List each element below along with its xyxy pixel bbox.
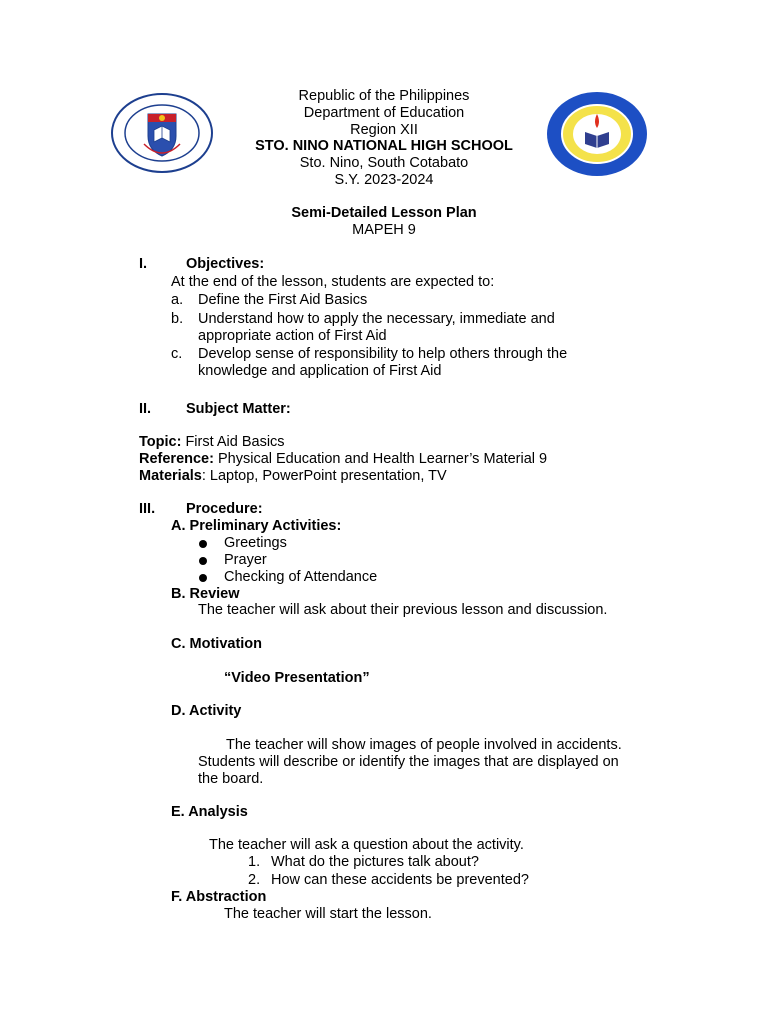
bullet-dot — [199, 574, 207, 582]
objective-c-text-line1: Develop sense of responsibility to help others through the — [198, 346, 568, 362]
lesson-plan-subject: MAPEH 9 — [352, 222, 416, 238]
objective-b-letter: b. — [171, 311, 184, 327]
procedure-heading: Procedure: — [186, 501, 263, 517]
preliminary-heading: A. Preliminary Activities: — [171, 518, 342, 534]
prelim-item-attendance: Checking of Attendance — [224, 569, 378, 585]
activity-text-line1: The teacher will show images of people involved in accidents. — [226, 737, 622, 753]
objective-c-text-line2: knowledge and application of First Aid — [198, 363, 442, 379]
analysis-question-2-num: 2. — [248, 872, 261, 888]
prelim-item-greetings: Greetings — [224, 535, 287, 551]
analysis-intro: The teacher will ask a question about the activity. — [209, 837, 524, 853]
abstraction-heading: F. Abstraction — [171, 889, 267, 905]
materials-label: Materials — [139, 468, 202, 484]
objective-b-text-line1: Understand how to apply the necessary, immediate and — [198, 311, 555, 327]
reference-line — [139, 451, 547, 467]
header-address: Sto. Nino, South Cotabato — [299, 155, 469, 171]
bullet-dot — [199, 557, 207, 565]
header-department: Department of Education — [303, 105, 465, 121]
materials-line — [139, 468, 447, 484]
materials-value: : Laptop, PowerPoint presentation, TV — [201, 468, 447, 484]
topic-value: First Aid Basics — [181, 434, 285, 450]
prelim-item-prayer: Prayer — [224, 552, 267, 568]
bullet-dot — [199, 540, 207, 548]
activity-text-line2: Students will describe or identify the images that are displayed on — [198, 754, 619, 770]
lesson-plan-title: Semi-Detailed Lesson Plan — [291, 205, 477, 221]
objectives-number: I. — [139, 256, 148, 272]
topic-line — [139, 434, 285, 450]
objective-b-text-line2: appropriate action of First Aid — [198, 328, 387, 344]
reference-value: Physical Education and Health Learner’s Material 9 — [213, 451, 548, 467]
review-heading: B. Review — [171, 586, 240, 602]
analysis-heading: E. Analysis — [171, 804, 248, 820]
topic-label: Topic: — [139, 434, 182, 450]
activity-text-line3: the board. — [198, 771, 264, 787]
analysis-question-2-text: How can these accidents be prevented? — [271, 872, 529, 888]
abstraction-text: The teacher will start the lesson. — [224, 906, 432, 922]
motivation-heading: C. Motivation — [171, 636, 263, 652]
objectives-heading: Objectives: — [186, 256, 265, 272]
analysis-question-1-text: What do the pictures talk about? — [271, 854, 479, 870]
header-region: Region XII — [350, 122, 418, 138]
review-text: The teacher will ask about their previous lesson and discussion. — [198, 602, 608, 618]
objective-c-letter: c. — [171, 346, 183, 362]
header-school-name: STO. NINO NATIONAL HIGH SCHOOL — [255, 138, 513, 154]
objective-a-letter: a. — [171, 292, 184, 308]
reference-label: Reference: — [139, 451, 214, 467]
objective-a-text: Define the First Aid Basics — [198, 292, 368, 308]
activity-heading: D. Activity — [171, 703, 242, 719]
analysis-question-1-num: 1. — [248, 854, 261, 870]
subject-matter-number: II. — [139, 401, 152, 417]
header-republic: Republic of the Philippines — [298, 88, 470, 104]
procedure-number: III. — [139, 501, 156, 517]
header-school-year: S.Y. 2023-2024 — [334, 172, 434, 188]
motivation-text: “Video Presentation” — [224, 670, 370, 686]
subject-matter-heading: Subject Matter: — [186, 401, 291, 417]
objectives-intro: At the end of the lesson, students are expected to: — [171, 274, 495, 290]
